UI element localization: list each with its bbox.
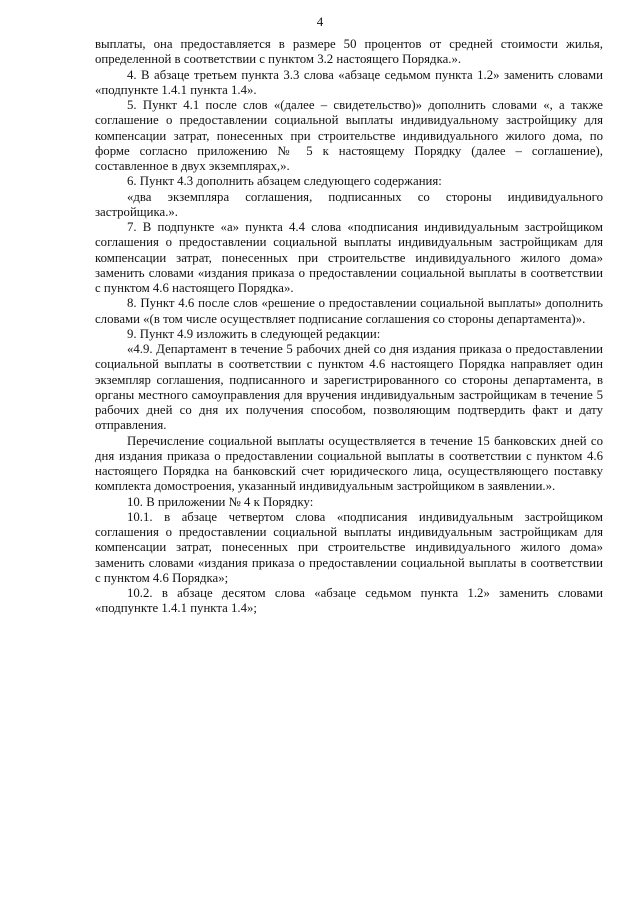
paragraph-item-8: 8. Пункт 4.6 после слов «решение о предоставлении социальной выплаты» дополнить словами «(в том числе осуществляет подписание соглашения со стороны департамента)».: [95, 296, 603, 326]
paragraph-item-6-quote: «два экземпляра соглашения, подписанных со стороны индивидуального застройщика.».: [95, 189, 603, 219]
page-number: 4: [316, 14, 324, 29]
paragraph-item-7: 7. В подпункте «а» пункта 4.4 слова «подписания индивидуальным застройщиком соглашения о предоставлении социальной выплаты индивидуальным застройщикам для компенсации затрат, понесенных при строительстве индивидуального жилого дома» заменить словами «издания приказа о предоставлении социальной выплаты в соответствии с пунктом 4.6 настоящего Порядка».: [95, 220, 603, 295]
paragraph-item-9: 9. Пункт 4.9 изложить в следующей редакции:: [127, 326, 381, 341]
paragraph-item-10: 10. В приложении № 4 к Порядку:: [127, 494, 314, 509]
paragraph-item-10-1: 10.1. в абзаце четвертом слова «подписания индивидуальным застройщиком соглашения о предоставлении социальной выплаты индивидуальным застройщикам для компенсации затрат, понесенных при строительстве индивидуального жилого дома» заменить словами «издания приказа о предоставлении социальной выплаты в соответствии с пунктом 4.6 Порядка»;: [95, 509, 603, 585]
document-body: [95, 37, 603, 617]
paragraph-continuation: выплаты, она предоставляется в размере 50 процентов от средней стоимости жилья, определенной в соответствии с пунктом 3.2 настоящего Порядка.».: [95, 37, 603, 67]
paragraph-item-9-quote: «4.9. Департамент в течение 5 рабочих дней со дня издания приказа о предоставлении социальной выплаты в соответствии с пунктом 4.6 настоящего Порядка направляет один экземпляр соглашения, подписанного и зарегистрированного со стороны департамента, в органы местного самоуправления для вручения индивидуальным застройщикам в течение 5 рабочих дней со дня их получения способом, позволяющим подтвердить факт и дату отправления.: [95, 342, 603, 433]
paragraph-item-4: 4. В абзаце третьем пункта 3.3 слова «абзаце седьмом пункта 1.2» заменить словами «подпункте 1.4.1 пункта 1.4».: [95, 67, 603, 97]
paragraph-item-9-quote-cont: Перечисление социальной выплаты осуществляется в течение 15 банковских дней со дня издания приказа о предоставлении социальной выплаты в соответствии с пунктом 4.6 настоящего Порядка на банковский счет юридического лица, осуществляющего поставку комплекта домостроения, указанный индивидуальным застройщиком в заявлении.».: [95, 433, 603, 494]
paragraph-item-10-2: 10.2. в абзаце десятом слова «абзаце седьмом пункта 1.2» заменить словами «подпункте 1.4.1 пункта 1.4»;: [95, 586, 603, 616]
paragraph-item-5: 5. Пункт 4.1 после слов «(далее – свидетельство)» дополнить словами «, а также соглашение о предоставлении социальной выплаты индивидуальному застройщику для компенсации затрат, понесенных при строительстве индивидуального жилого дома, по форме согласно приложению № 5 к настоящему Порядку (далее – соглашение), составленное в двух экземплярах,».: [95, 98, 603, 173]
paragraph-item-6: 6. Пункт 4.3 дополнить абзацем следующего содержания:: [127, 174, 442, 189]
